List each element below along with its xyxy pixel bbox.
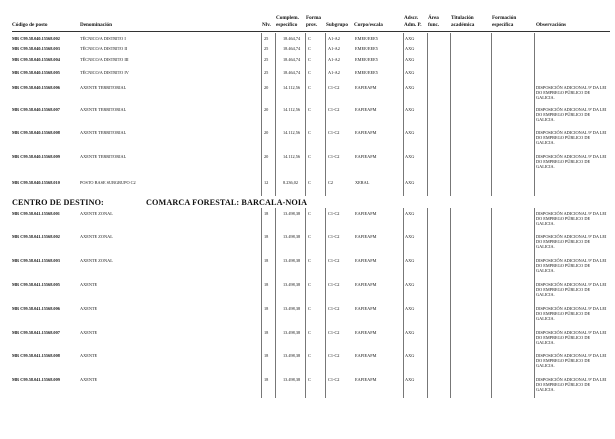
cell-nivel: 20 xyxy=(264,154,269,159)
cell-subgrupo: A1-A2 xyxy=(328,70,340,75)
cell-complem: 18.464,74 xyxy=(283,36,301,41)
cell-codigo: MR C99.58.040.15568.010 xyxy=(12,180,60,185)
cell-adscr: AXG xyxy=(405,130,415,135)
cell-complem: 13.498,38 xyxy=(283,377,301,382)
cell-subgrupo: A1-A2 xyxy=(328,46,340,51)
cell-codigo: MR C99.58.041.15568.006 xyxy=(12,306,60,311)
cell-nivel: 25 xyxy=(264,36,269,41)
cell-denominacion: AXENTE TERRITORIAL xyxy=(80,130,127,135)
cell-forma: C xyxy=(308,282,311,287)
cell-subgrupo: A1-A2 xyxy=(328,36,340,41)
cell-nivel: 20 xyxy=(264,130,269,135)
cell-adscr: AXG xyxy=(405,107,415,112)
cell-obs: DISPOSICIÓN ADICIONAL 9ª DA LEI DO EMPREGO PÚBLICO DE GALICIA. xyxy=(536,353,607,368)
cell-subgrupo: C1-C2 xyxy=(328,107,340,112)
cell-adscr: AXG xyxy=(405,211,415,216)
cell-forma: C xyxy=(308,154,311,159)
cell-codigo: MR C99.58.041.15568.007 xyxy=(12,330,60,335)
header-formacion-2: específica xyxy=(492,22,514,28)
cell-corpo: EAFIEAFM xyxy=(355,154,377,159)
cell-adscr: AXG xyxy=(405,57,415,62)
column-rule xyxy=(305,208,306,398)
cell-adscr: AXG xyxy=(405,377,415,382)
cell-subgrupo: C1-C2 xyxy=(328,330,340,335)
cell-subgrupo: C1-C2 xyxy=(328,154,340,159)
cell-obs: DISPOSICIÓN ADICIONAL 9ª DA LEI DO EMPREGO PÚBLICO DE GALICIA. xyxy=(536,234,607,249)
cell-nivel: 12 xyxy=(264,180,269,185)
cell-complem: 13.498,38 xyxy=(283,353,301,358)
cell-forma: C xyxy=(308,85,311,90)
column-rule xyxy=(403,208,404,398)
cell-complem: 14.112,56 xyxy=(283,130,301,135)
cell-codigo: MR C99.58.041.15568.003 xyxy=(12,258,60,263)
column-rule xyxy=(491,208,492,398)
cell-corpo: EAFIEAFM xyxy=(355,234,377,239)
cell-obs: DISPOSICIÓN ADICIONAL 9ª DA LEI DO EMPREGO PÚBLICO DE GALICIA. xyxy=(536,282,607,297)
cell-forma: C xyxy=(308,353,311,358)
cell-obs: DISPOSICIÓN ADICIONAL 9ª DA LEI DO EMPREGO PÚBLICO DE GALICIA. xyxy=(536,130,607,145)
cell-denominacion: TÉCNICO/A DISTRITO II xyxy=(80,46,128,51)
cell-codigo: MR C99.58.041.15568.008 xyxy=(12,353,60,358)
cell-denominacion: AXENTE ZONAL xyxy=(80,234,113,239)
cell-subgrupo: C1-C2 xyxy=(328,377,340,382)
column-rule xyxy=(491,33,492,196)
cell-nivel: 18 xyxy=(264,234,269,239)
cell-adscr: AXG xyxy=(405,46,415,51)
cell-adscr: AXG xyxy=(405,330,415,335)
cell-denominacion: AXENTE ZONAL xyxy=(80,211,113,216)
cell-complem: 13.498,38 xyxy=(283,211,301,216)
cell-denominacion: AXENTE xyxy=(80,353,98,358)
header-titulacion-1: Titulación xyxy=(451,15,474,21)
cell-adscr: AXG xyxy=(405,306,415,311)
cell-complem: 8.236,02 xyxy=(283,180,299,185)
cell-nivel: 25 xyxy=(264,70,269,75)
cell-codigo: MR C99.58.040.15568.006 xyxy=(12,85,60,90)
cell-corpo: EMEE/EEE5 xyxy=(355,57,378,62)
cell-codigo: MR C99.58.041.15568.005 xyxy=(12,282,60,287)
header-subgrupo: Subgrupo xyxy=(326,22,348,28)
cell-complem: 14.112,56 xyxy=(283,85,301,90)
cell-obs: DISPOSICIÓN ADICIONAL 9ª DA LEI DO EMPREGO PÚBLICO DE GALICIA. xyxy=(536,211,607,226)
cell-adscr: AXG xyxy=(405,180,415,185)
cell-corpo: EMEE/EEE5 xyxy=(355,46,378,51)
column-rule xyxy=(275,208,276,398)
cell-nivel: 18 xyxy=(264,377,269,382)
cell-corpo: EAFIEAFM xyxy=(355,107,377,112)
cell-subgrupo: C1-C2 xyxy=(328,306,340,311)
cell-corpo: EAFIEAFM xyxy=(355,85,377,90)
cell-denominacion: AXENTE xyxy=(80,306,98,311)
header-denominacion: Denominación xyxy=(80,22,112,28)
column-rule xyxy=(325,33,326,196)
cell-codigo: MR C99.58.041.15568.009 xyxy=(12,377,60,382)
header-adscr-1: Adscr. xyxy=(404,15,419,21)
cell-denominacion: TÉCNICO/A DISTRITO III xyxy=(80,57,129,62)
cell-subgrupo: C1-C2 xyxy=(328,353,340,358)
cell-denominacion: AXENTE TERRITORIAL xyxy=(80,85,127,90)
cell-obs: DISPOSICIÓN ADICIONAL 9ª DA LEI DO EMPREGO PÚBLICO DE GALICIA. xyxy=(536,107,607,122)
column-rule xyxy=(450,33,451,196)
cell-codigo: MR C99.58.040.15568.003 xyxy=(12,46,60,51)
cell-complem: 13.498,38 xyxy=(283,282,301,287)
cell-obs: DISPOSICIÓN ADICIONAL 9ª DA LEI DO EMPREGO PÚBLICO DE GALICIA. xyxy=(536,306,607,321)
header-forma-2: prov. xyxy=(306,22,318,28)
cell-nivel: 18 xyxy=(264,282,269,287)
cell-corpo: EAFIEAFM xyxy=(355,330,377,335)
cell-denominacion: AXENTE xyxy=(80,330,98,335)
header-codigo: Código de posto xyxy=(12,22,48,28)
cell-corpo: EAFIEAFM xyxy=(355,353,377,358)
cell-complem: 14.112,56 xyxy=(283,154,301,159)
column-rule xyxy=(261,33,262,196)
cell-forma: C xyxy=(308,70,311,75)
cell-nivel: 18 xyxy=(264,258,269,263)
cell-corpo: EAFIEAFM xyxy=(355,377,377,382)
cell-adscr: AXG xyxy=(405,85,415,90)
column-rule xyxy=(534,208,535,398)
header-corpo: Corpo/escala xyxy=(354,22,383,28)
cell-subgrupo: C1-C2 xyxy=(328,211,340,216)
cell-forma: C xyxy=(308,258,311,263)
cell-subgrupo: C1-C2 xyxy=(328,234,340,239)
cell-denominacion: AXENTE xyxy=(80,282,98,287)
cell-codigo: MR C99.58.040.15568.005 xyxy=(12,70,60,75)
cell-corpo: EMEE/EEE5 xyxy=(355,70,378,75)
cell-nivel: 20 xyxy=(264,107,269,112)
cell-adscr: AXG xyxy=(405,353,415,358)
table-row xyxy=(0,377,615,407)
cell-forma: C xyxy=(308,306,311,311)
cell-obs: DISPOSICIÓN ADICIONAL 9ª DA LEI DO EMPREGO PÚBLICO DE GALICIA. xyxy=(536,258,607,273)
cell-obs: DISPOSICIÓN ADICIONAL 9ª DA LEI DO EMPREGO PÚBLICO DE GALICIA. xyxy=(536,330,607,345)
header-complem-2: específico xyxy=(276,22,298,28)
cell-forma: C xyxy=(308,377,311,382)
column-rule xyxy=(305,33,306,196)
header-nivel: Nlv. xyxy=(262,22,271,28)
section2-heading xyxy=(12,198,307,207)
cell-corpo: EAFIEAFM xyxy=(355,130,377,135)
cell-subgrupo: C1-C2 xyxy=(328,282,340,287)
cell-codigo: MR C99.58.040.15568.008 xyxy=(12,130,60,135)
cell-forma: C xyxy=(308,130,311,135)
cell-corpo: EAFIEAFM xyxy=(355,211,377,216)
cell-codigo: MR C99.58.040.15568.009 xyxy=(12,154,60,159)
cell-complem: 14.112,56 xyxy=(283,107,301,112)
cell-subgrupo: C1-C2 xyxy=(328,85,340,90)
column-rule xyxy=(403,33,404,196)
cell-forma: C xyxy=(308,107,311,112)
column-rule xyxy=(427,208,428,398)
header-complem-1: Complem. xyxy=(276,15,299,21)
header-area-1: Área xyxy=(428,15,439,21)
cell-nivel: 18 xyxy=(264,306,269,311)
header-area-2: func. xyxy=(428,22,440,28)
cell-obs: DISPOSICIÓN ADICIONAL 9ª DA LEI DO EMPREGO PÚBLICO DE GALICIA. xyxy=(536,154,607,169)
cell-corpo: EAFIEAFM xyxy=(355,282,377,287)
cell-adscr: AXG xyxy=(405,282,415,287)
cell-complem: 13.498,38 xyxy=(283,234,301,239)
header-formacion-1: Formación xyxy=(492,15,517,21)
cell-denominacion: TÉCNICO/A DISTRITO IV xyxy=(80,70,129,75)
cell-adscr: AXG xyxy=(405,258,415,263)
cell-forma: C xyxy=(308,211,311,216)
cell-complem: 18.464,74 xyxy=(283,46,301,51)
cell-forma: C xyxy=(308,234,311,239)
cell-denominacion: AXENTE TERRITORIAL xyxy=(80,154,127,159)
header-adscr-2: Adm. P. xyxy=(404,22,422,28)
cell-forma: C xyxy=(308,36,311,41)
cell-nivel: 18 xyxy=(264,211,269,216)
cell-denominacion: TÉCNICO/A DISTRITO I xyxy=(80,36,126,41)
cell-adscr: AXG xyxy=(405,36,415,41)
cell-adscr: AXG xyxy=(405,70,415,75)
cell-codigo: MR C99.58.041.15568.002 xyxy=(12,234,60,239)
cell-subgrupo: C1-C2 xyxy=(328,258,340,263)
cell-forma: C xyxy=(308,330,311,335)
cell-subgrupo: C1-C2 xyxy=(328,130,340,135)
cell-nivel: 25 xyxy=(264,57,269,62)
column-rule xyxy=(261,208,262,398)
column-rule xyxy=(325,208,326,398)
cell-nivel: 18 xyxy=(264,353,269,358)
cell-codigo: MR C99.58.040.15568.002 xyxy=(12,36,60,41)
cell-subgrupo: A1-A2 xyxy=(328,57,340,62)
section2-name: COMARCA FORESTAL: BARCALA-NOIA xyxy=(146,198,308,207)
header-observaciones: Observacións xyxy=(536,22,566,28)
column-rule xyxy=(275,33,276,196)
cell-denominacion: POSTO BASE SUBGRUPO C2 xyxy=(80,180,136,185)
cell-denominacion: AXENTE ZONAL xyxy=(80,258,113,263)
cell-complem: 13.498,38 xyxy=(283,330,301,335)
cell-corpo: EAFIEAFM xyxy=(355,306,377,311)
cell-nivel: 25 xyxy=(264,46,269,51)
cell-corpo: XERAL xyxy=(355,180,370,185)
column-rule xyxy=(450,208,451,398)
cell-forma: C xyxy=(308,57,311,62)
cell-corpo: EMEE/EEE5 xyxy=(355,36,378,41)
cell-denominacion: AXENTE xyxy=(80,377,98,382)
cell-forma: C xyxy=(308,46,311,51)
cell-codigo: MR C99.58.040.15568.007 xyxy=(12,107,60,112)
header-forma-1: Forma xyxy=(306,15,321,21)
header-titulacion-2: académica xyxy=(451,22,475,28)
cell-complem: 13.498,38 xyxy=(283,306,301,311)
cell-subgrupo: C2 xyxy=(328,180,334,185)
cell-corpo: EAFIEAFM xyxy=(355,258,377,263)
column-rule xyxy=(427,33,428,196)
cell-obs: DISPOSICIÓN ADICIONAL 9ª DA LEI DO EMPREGO PÚBLICO DE GALICIA. xyxy=(536,377,607,392)
cell-complem: 13.498,38 xyxy=(283,258,301,263)
cell-denominacion: AXENTE TERRITORIAL xyxy=(80,107,127,112)
cell-complem: 18.464,74 xyxy=(283,70,301,75)
header-rule xyxy=(12,31,610,32)
column-rule xyxy=(534,33,535,196)
cell-codigo: MR C99.58.040.15568.004 xyxy=(12,57,60,62)
cell-nivel: 18 xyxy=(264,330,269,335)
section2-label: CENTRO DE DESTINO: xyxy=(12,198,104,207)
cell-adscr: AXG xyxy=(405,154,415,159)
cell-complem: 18.464,74 xyxy=(283,57,301,62)
cell-obs: DISPOSICIÓN ADICIONAL 9ª DA LEI DO EMPREGO PÚBLICO DE GALICIA. xyxy=(536,85,607,100)
cell-nivel: 20 xyxy=(264,85,269,90)
cell-forma: C xyxy=(308,180,311,185)
cell-codigo: MR C99.58.041.15568.001 xyxy=(12,211,60,216)
cell-adscr: AXG xyxy=(405,234,415,239)
